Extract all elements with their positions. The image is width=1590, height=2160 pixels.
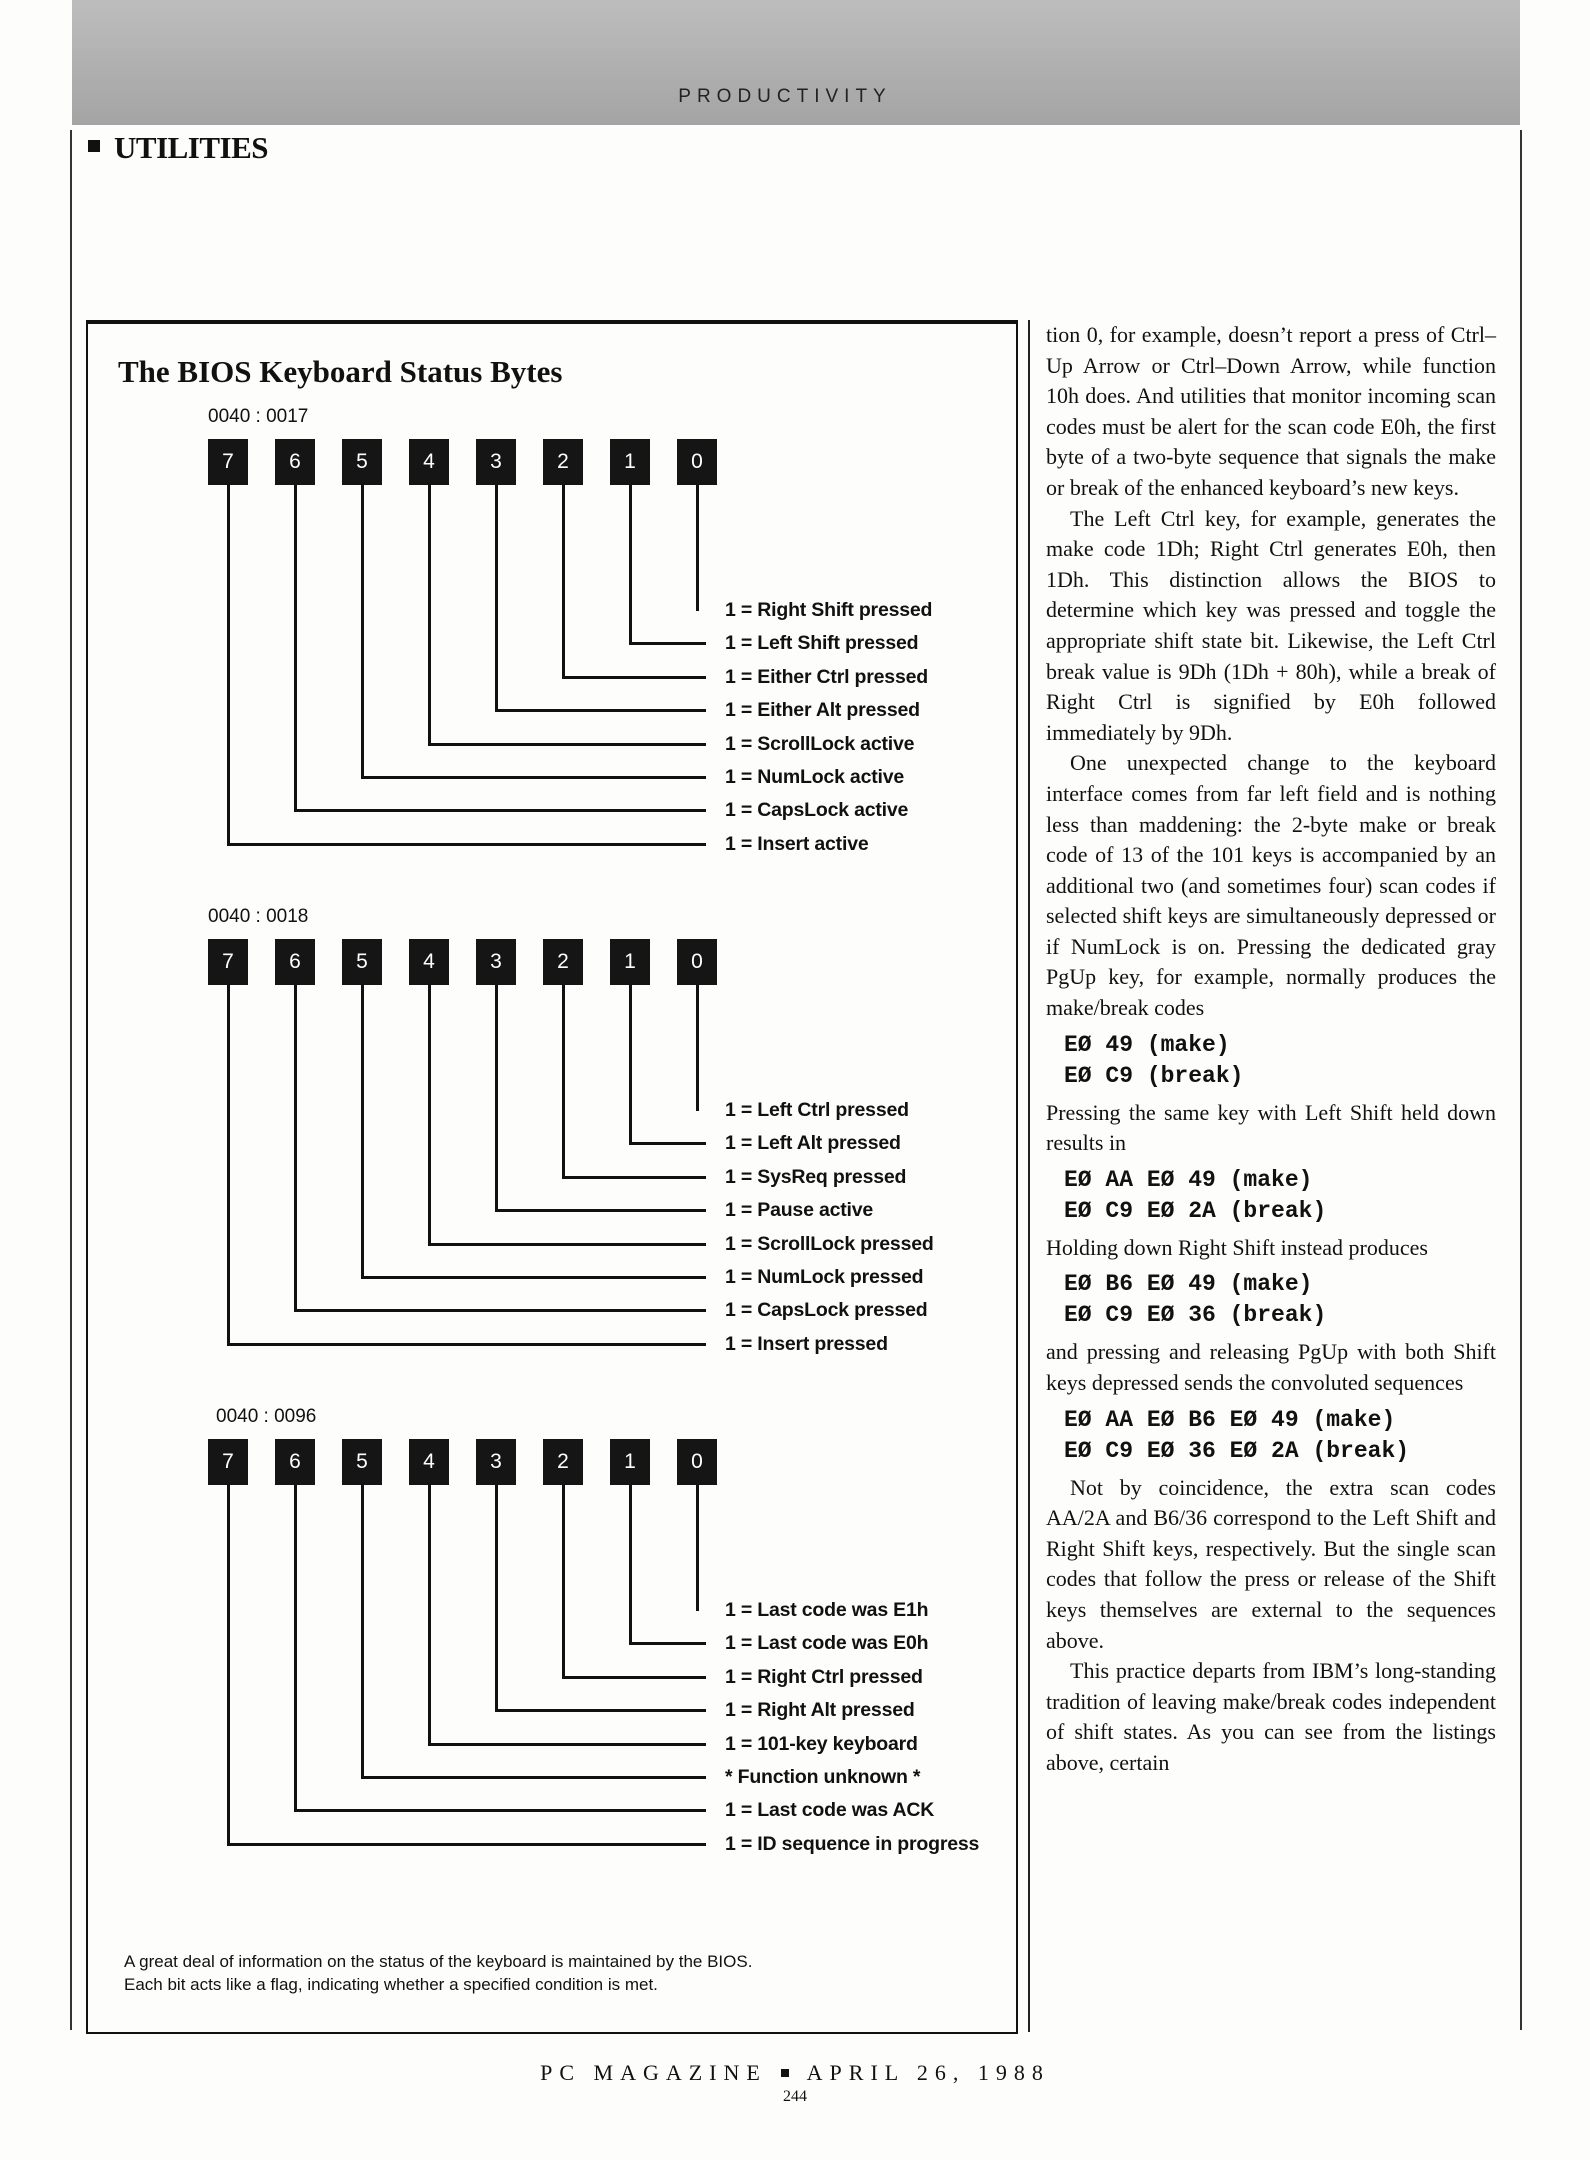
bit-leader-line	[495, 985, 498, 1211]
flag-label: 1 = Right Shift pressed	[725, 599, 933, 621]
bit-leader-line	[361, 1776, 706, 1779]
bit-leader-line	[562, 676, 706, 679]
bit-leader-line	[428, 1485, 431, 1745]
bit-leader-line	[227, 1343, 706, 1346]
bit-leader-line	[696, 485, 699, 611]
flag-label: 1 = ID sequence in progress	[725, 1832, 980, 1855]
bit-leader-line	[361, 1276, 706, 1279]
bit-leader-line	[562, 485, 565, 678]
bit-leader-line	[495, 1709, 706, 1712]
bit-box: 3	[476, 939, 516, 985]
bit-leader-line	[294, 1309, 706, 1312]
left-rule	[70, 130, 72, 2030]
flag-label: 1 = 101-key keyboard	[725, 1732, 918, 1755]
flag-label: 1 = NumLock active	[725, 766, 905, 788]
section-title-text: UTILITIES	[114, 130, 269, 165]
bullet-square-icon	[88, 140, 100, 152]
bit-box: 5	[342, 439, 382, 485]
bit-leader-line	[294, 1809, 706, 1812]
bit-leader-line	[361, 985, 364, 1278]
bit-leader-line	[227, 843, 706, 846]
paragraph: The Left Ctrl key, for example, generates the make code 1Dh; Right Ctrl generates E0h, then 1Dh. This distinction allows the BIOS to determine which key was pressed and toggle the appropriate shift state bit. Likewise, the Left Ctrl break value is 9Dh (1Dh + 80h), while a break of Right Ctrl is signified by E0h followed immediately by 9Dh.	[1046, 505, 1496, 745]
byte-address: 0040 : 0096	[216, 1406, 317, 1427]
bit-box: 4	[409, 1439, 449, 1485]
flag-label: 1 = Insert active	[725, 832, 869, 855]
flag-label: 1 = Last code was ACK	[725, 1799, 935, 1822]
paragraph: This practice departs from IBM’s long-standing tradition of leaving make/break codes independent of shift states. As you can see from the listings above, certain	[1046, 1658, 1496, 1775]
caption-line-1: A great deal of information on the status of the keyboard is maintained by the BIOS.	[124, 1952, 753, 1971]
paragraph: Not by coincidence, the extra scan codes AA/2A and B6/36 correspond to the Left Shift and Right Shift keys, respectively. But the single scan codes that follow the press or release of the Shift keys themselves are external to the sequences above.	[1046, 1474, 1496, 1653]
bit-leader-line	[294, 485, 297, 811]
bit-box: 7	[208, 439, 248, 485]
bit-leader-line	[629, 1642, 706, 1645]
bit-leader-line	[629, 485, 632, 644]
figure-title: The BIOS Keyboard Status Bytes	[118, 354, 563, 389]
bit-box: 7	[208, 1439, 248, 1485]
bit-leader-line	[428, 1743, 706, 1746]
bit-leader-line	[294, 809, 706, 812]
bit-box: 1	[610, 1439, 650, 1485]
bit-box: 3	[476, 1439, 516, 1485]
bit-leader-line	[629, 1485, 632, 1644]
byte-address: 0040 : 0018	[208, 906, 309, 927]
code-listing: EØ B6 EØ 49 (make) EØ C9 EØ 36 (break)	[1064, 1271, 1327, 1329]
bit-box: 4	[409, 939, 449, 985]
bit-leader-line	[562, 1676, 706, 1679]
section-title	[88, 130, 268, 166]
bit-leader-line	[696, 985, 699, 1111]
bit-leader-line	[495, 1209, 706, 1212]
bit-box: 1	[610, 939, 650, 985]
bit-leader-line	[361, 1485, 364, 1778]
flag-label: 1 = CapsLock active	[725, 799, 909, 822]
bit-box: 2	[543, 439, 583, 485]
footer-date: APRIL 26, 1988	[806, 2060, 1050, 2085]
flag-label: 1 = Either Alt pressed	[725, 699, 920, 722]
bit-leader-line	[294, 1485, 297, 1811]
column-rule	[1028, 320, 1030, 2032]
paragraph: Pressing the same key with Left Shift held down results in	[1046, 1099, 1496, 1156]
bit-box: 2	[543, 1439, 583, 1485]
flag-label: 1 = Right Ctrl pressed	[725, 1665, 923, 1688]
bit-leader-line	[361, 776, 706, 779]
bit-leader-line	[361, 485, 364, 778]
bit-box: 0	[677, 439, 717, 485]
bit-box: 4	[409, 439, 449, 485]
code-listing: EØ 49 (make) EØ C9 (break)	[1064, 1031, 1244, 1089]
caption-line-2: Each bit acts like a flag, indicating whether a specified condition is met.	[124, 1975, 658, 1994]
bit-box: 0	[677, 1439, 717, 1485]
footer-magazine: PC MAGAZINE	[540, 2060, 767, 2085]
bit-leader-line	[227, 985, 230, 1345]
section-label: PRODUCTIVITY	[678, 86, 892, 107]
flag-label: 1 = Last code was E0h	[725, 1632, 929, 1655]
code-listing: EØ AA EØ 49 (make) EØ C9 EØ 2A (break)	[1064, 1166, 1327, 1224]
bit-leader-line	[227, 1485, 230, 1845]
bit-box: 2	[543, 939, 583, 985]
figure-box	[86, 320, 1018, 2034]
bit-leader-line	[428, 743, 706, 746]
page-footer	[0, 2060, 1590, 2086]
bit-box: 7	[208, 939, 248, 985]
code-listing: EØ AA EØ B6 EØ 49 (make) EØ C9 EØ 36 EØ 2A (break)	[1064, 1406, 1410, 1464]
flag-label: 1 = NumLock pressed	[725, 1266, 924, 1288]
bit-leader-line	[495, 1485, 498, 1711]
bit-box: 6	[275, 939, 315, 985]
bit-leader-line	[696, 1485, 699, 1611]
paragraph: One unexpected change to the keyboard interface comes from far left field and is nothing less than maddening: the 2-byte make or break code of 13 of the 101 keys is accompanied by an additional two (and sometimes four) scan codes if selected shift keys are simultaneously depressed or if NumLock is on. Pressing the dedicated gray PgUp key, for example, normally produces the make/break codes	[1046, 750, 1496, 1021]
paragraph: tion 0, for example, doesn’t report a press of Ctrl–Up Arrow or Ctrl–Down Arrow, while function 10h does. And utilities that monitor incoming scan codes must be alert for the scan code E0h, the first byte of a two-byte sequence that signals the make or break of the enhanced keyboard’s new keys.	[1046, 322, 1496, 500]
bit-box: 6	[275, 1439, 315, 1485]
bit-box: 6	[275, 439, 315, 485]
flag-label: 1 = SysReq pressed	[725, 1165, 907, 1188]
flag-label: 1 = CapsLock pressed	[725, 1299, 928, 1322]
footer-square-icon	[781, 2069, 789, 2077]
right-rule	[1520, 130, 1522, 2030]
bit-leader-line	[428, 985, 431, 1245]
bit-leader-line	[629, 1142, 706, 1145]
bit-leader-line	[562, 1176, 706, 1179]
bit-leader-line	[428, 485, 431, 745]
bit-box: 5	[342, 1439, 382, 1485]
bit-leader-line	[227, 1843, 706, 1846]
bit-leader-line	[629, 985, 632, 1144]
bit-leader-line	[629, 642, 706, 645]
bit-leader-line	[495, 485, 498, 711]
bit-leader-line	[562, 985, 565, 1178]
flag-label: 1 = ScrollLock pressed	[725, 1232, 934, 1255]
flag-label: 1 = Pause active	[725, 1199, 874, 1222]
byte-address: 0040 : 0017	[208, 406, 309, 427]
flag-label: 1 = Either Ctrl pressed	[725, 665, 928, 688]
page-number: 244	[783, 2088, 807, 2105]
paragraph: Holding down Right Shift instead produces	[1046, 1234, 1428, 1260]
flag-label: 1 = Right Alt pressed	[725, 1699, 915, 1722]
figure-caption	[124, 1950, 984, 1996]
flag-label: * Function unknown *	[725, 1766, 921, 1788]
bit-box: 1	[610, 439, 650, 485]
flag-label: 1 = ScrollLock active	[725, 732, 915, 755]
bit-leader-line	[495, 709, 706, 712]
article-column	[1046, 320, 1496, 1779]
bit-box: 3	[476, 439, 516, 485]
bit-leader-line	[428, 1243, 706, 1246]
flag-label: 1 = Insert pressed	[725, 1332, 888, 1355]
bit-leader-line	[562, 1485, 565, 1678]
bit-leader-line	[294, 985, 297, 1311]
flag-label: 1 = Left Alt pressed	[725, 1132, 901, 1155]
flag-label: 1 = Left Shift pressed	[725, 632, 919, 655]
bit-box: 5	[342, 939, 382, 985]
flag-label: 1 = Left Ctrl pressed	[725, 1099, 909, 1121]
bit-box: 0	[677, 939, 717, 985]
paragraph: and pressing and releasing PgUp with both Shift keys depressed sends the convoluted sequences	[1046, 1339, 1496, 1396]
bit-leader-line	[227, 485, 230, 845]
flag-label: 1 = Last code was E1h	[725, 1599, 929, 1621]
